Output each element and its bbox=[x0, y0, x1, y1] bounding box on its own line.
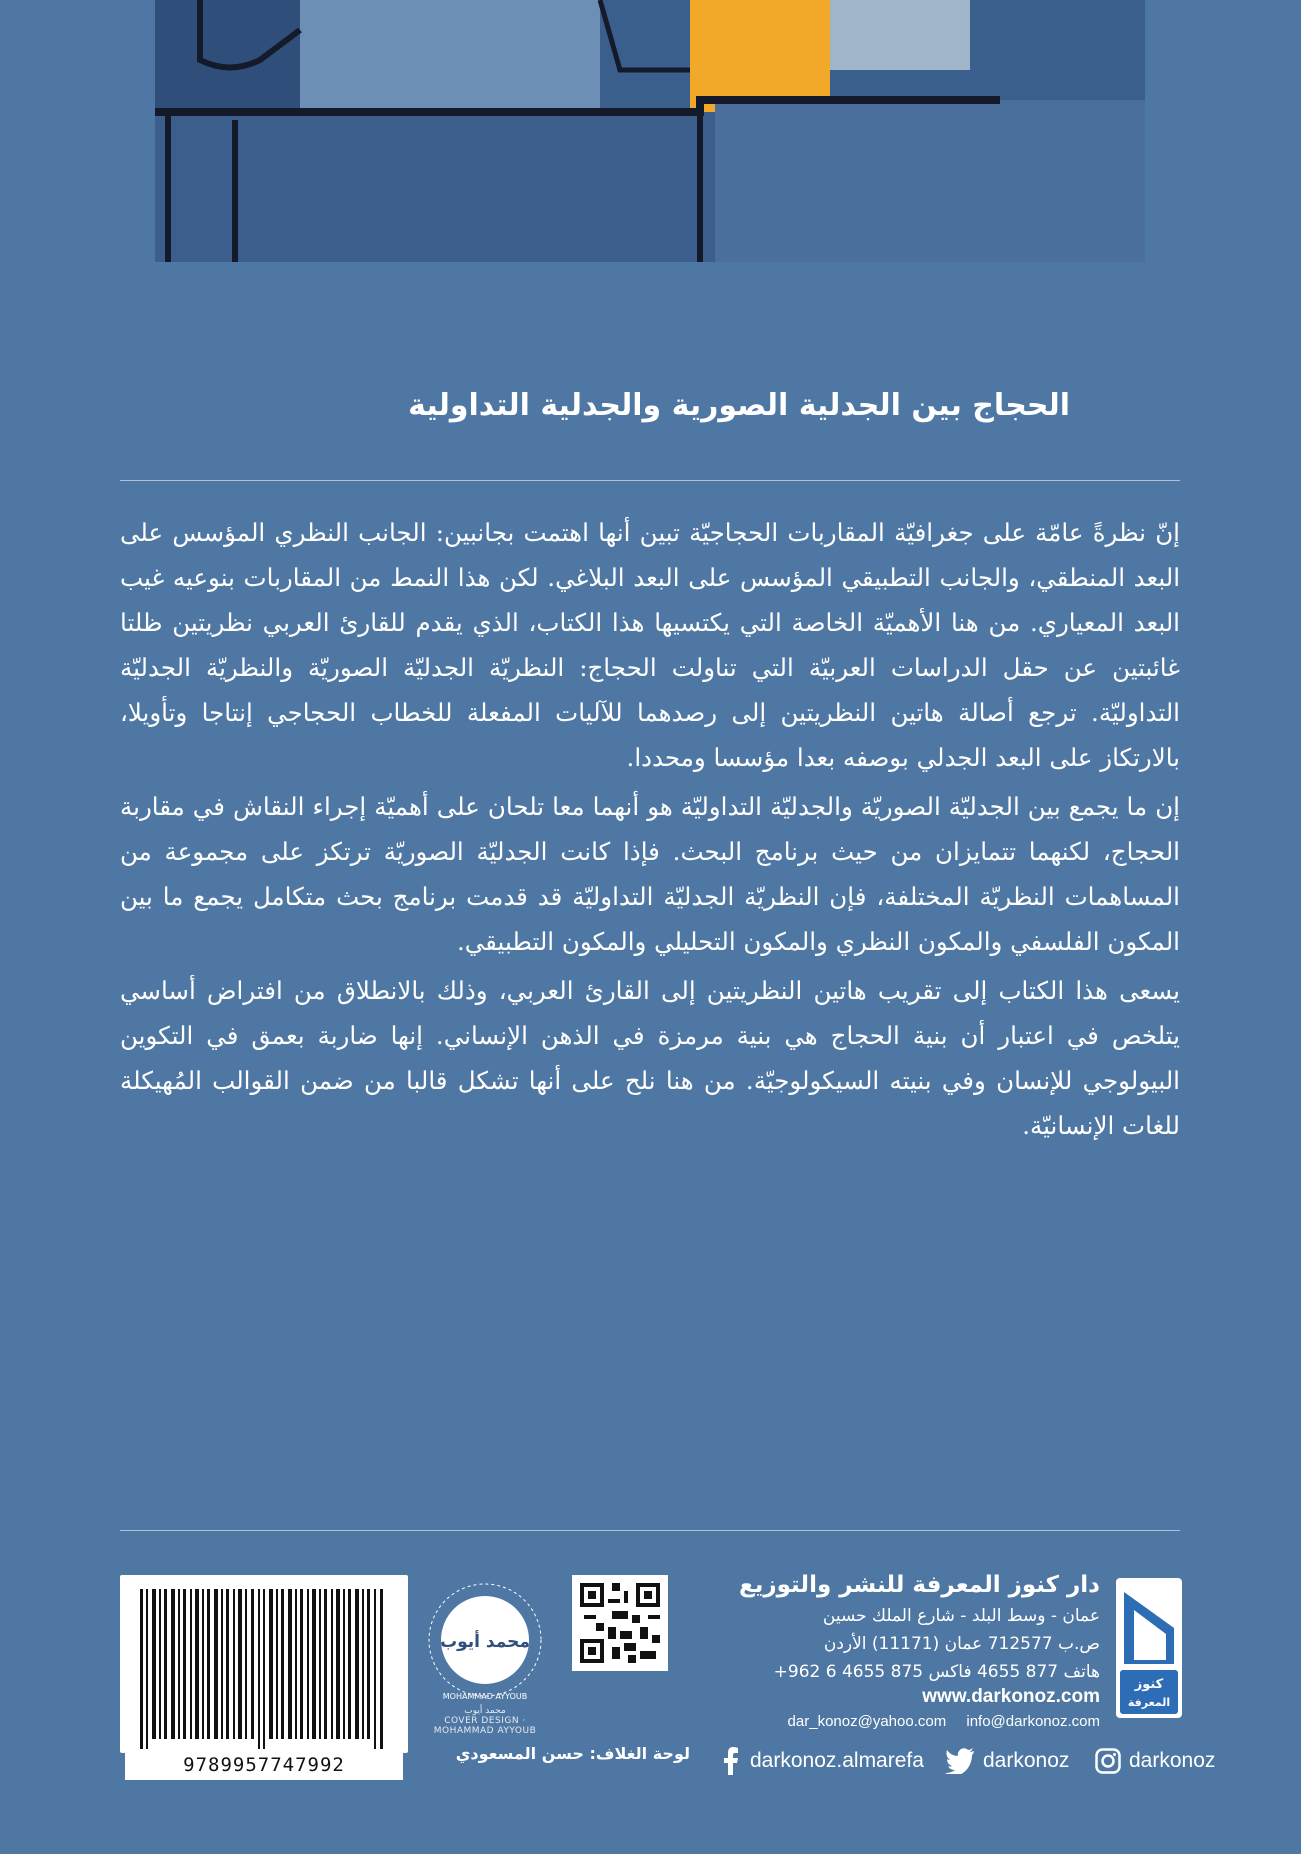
cover-painting bbox=[0, 0, 1301, 262]
blurb-paragraph: يسعى هذا الكتاب إلى تقريب هاتين النظريتين إلى القارئ العربي، وذلك بالانطلاق من افتراض أساسي يتلخص في اعتبار أن بنية الحجاج هي بنية مرمزة في الذهن الإنساني. إنها ضاربة بعمق في التكوين البيولوجي للإنسان وفي بنيته السيكولوجيّة. من هنا نلح على أنها تشكل قالبا من ضمن القوالب المُهيكلة للغات الإنسانيّة. bbox=[120, 976, 1180, 1140]
publisher-logo bbox=[1116, 1578, 1182, 1718]
twitter-link[interactable] bbox=[945, 1741, 1069, 1781]
twitter-icon bbox=[945, 1748, 975, 1774]
book-title: الحجاج بين الجدلية الصورية والجدلية التداولية bbox=[408, 388, 1070, 423]
publisher-address: عمان - وسط البلد - شارع الملك حسين bbox=[822, 1606, 1100, 1626]
publisher-po-box: ص.ب 712577 عمان (11171) الأردن bbox=[823, 1634, 1100, 1654]
blurb-paragraph: إنّ نظرةً عامّة على جغرافيّة المقاربات الحجاجيّة تبين أنها اهتمت بجانبين: الجانب النظري المؤسس على البعد المنطقي، والجانب التطبيقي المؤسس على البعد البلاغي. لكن هذا النمط من المقاربات بنوعيه غيب البعد المعياري. من هنا الأهميّة الخاصة التي يكتسيها هذا الكتاب، الذي يقدم للقارئ العربي نظريتين ظلتا غائبتين عن حقل الدراسات العربيّة التي تناولت الحجاج: النظريّة الجدليّة الصوريّة والنظريّة الجدليّة التداوليّة. ترجع أصالة هاتين النظريتين إلى رصدهما للآليات المفعلة للخطاب الحجاجي إنتاجا وتأويلا، بالارتكاز على البعد الجدلي بوصفه بعدا مؤسسا ومحددا. bbox=[120, 518, 1181, 772]
designer-name-ar: محمد أيوب bbox=[464, 1706, 506, 1716]
email-link[interactable]: info@darkonoz.com bbox=[966, 1713, 1100, 1730]
instagram-icon bbox=[1095, 1748, 1121, 1774]
back-cover-blurb bbox=[120, 510, 1180, 1152]
cover-painting-credit: لوحة الغلاف: حسن المسعودي bbox=[455, 1744, 690, 1763]
logo-text-top: كنوز bbox=[1134, 1677, 1164, 1692]
bottom-divider bbox=[120, 1530, 1180, 1531]
facebook-icon bbox=[720, 1747, 742, 1775]
cover-designer-credit bbox=[420, 1706, 550, 1736]
facebook-handle: darkonoz.almarefa bbox=[750, 1749, 924, 1772]
qr-code[interactable] bbox=[572, 1575, 668, 1671]
isbn-number: 9789957747992 bbox=[125, 1752, 403, 1780]
instagram-link[interactable] bbox=[1095, 1741, 1215, 1781]
svg-text:محمد أيوب: محمد أيوب bbox=[440, 1632, 530, 1652]
svg-text:MOHAMMAD AYYOUB: MOHAMMAD AYYOUB bbox=[442, 1692, 528, 1701]
twitter-handle: darkonoz bbox=[983, 1749, 1070, 1772]
instagram-handle: darkonoz bbox=[1129, 1749, 1216, 1772]
top-divider bbox=[120, 480, 1180, 481]
email-link[interactable]: dar_konoz@yahoo.com bbox=[787, 1713, 947, 1730]
blurb-paragraph: إن ما يجمع بين الجدليّة الصوريّة والجدليّة التداوليّة هو أنهما معا تلحان على أهميّة إجراء النقاش في مقاربة الحجاج، لكنهما تتمايزان من حيث برنامج البحث. فإذا كانت الجدليّة الصوريّة ترتكز على مجموعة من المساهمات النظريّة المختلفة، فإن النظريّة الجدليّة التداوليّة قد قدمت برنامج بحث متكامل يجمع ما بين المكون الفلسفي والمكون النظري والمكون التحليلي والمكون التطبيقي. bbox=[120, 792, 1180, 956]
publisher-emails bbox=[720, 1713, 1100, 1730]
publisher-info bbox=[700, 1572, 1100, 1708]
publisher-phone: هاتف 877 4655 فاكس 875 4655 6 962+ bbox=[773, 1662, 1100, 1682]
social-links bbox=[720, 1741, 1216, 1781]
facebook-link[interactable] bbox=[720, 1741, 924, 1781]
publisher-website-link[interactable]: www.darkonoz.com bbox=[922, 1686, 1100, 1707]
publisher-name: دار كنوز المعرفة للنشر والتوزيع bbox=[739, 1572, 1100, 1598]
cover-designer-seal bbox=[420, 1575, 550, 1705]
logo-text-bottom: المعرفة bbox=[1127, 1696, 1171, 1709]
isbn-barcode bbox=[120, 1575, 408, 1753]
designer-name-en: COVER DESIGN · MOHAMMAD AYYOUB bbox=[433, 1716, 537, 1736]
